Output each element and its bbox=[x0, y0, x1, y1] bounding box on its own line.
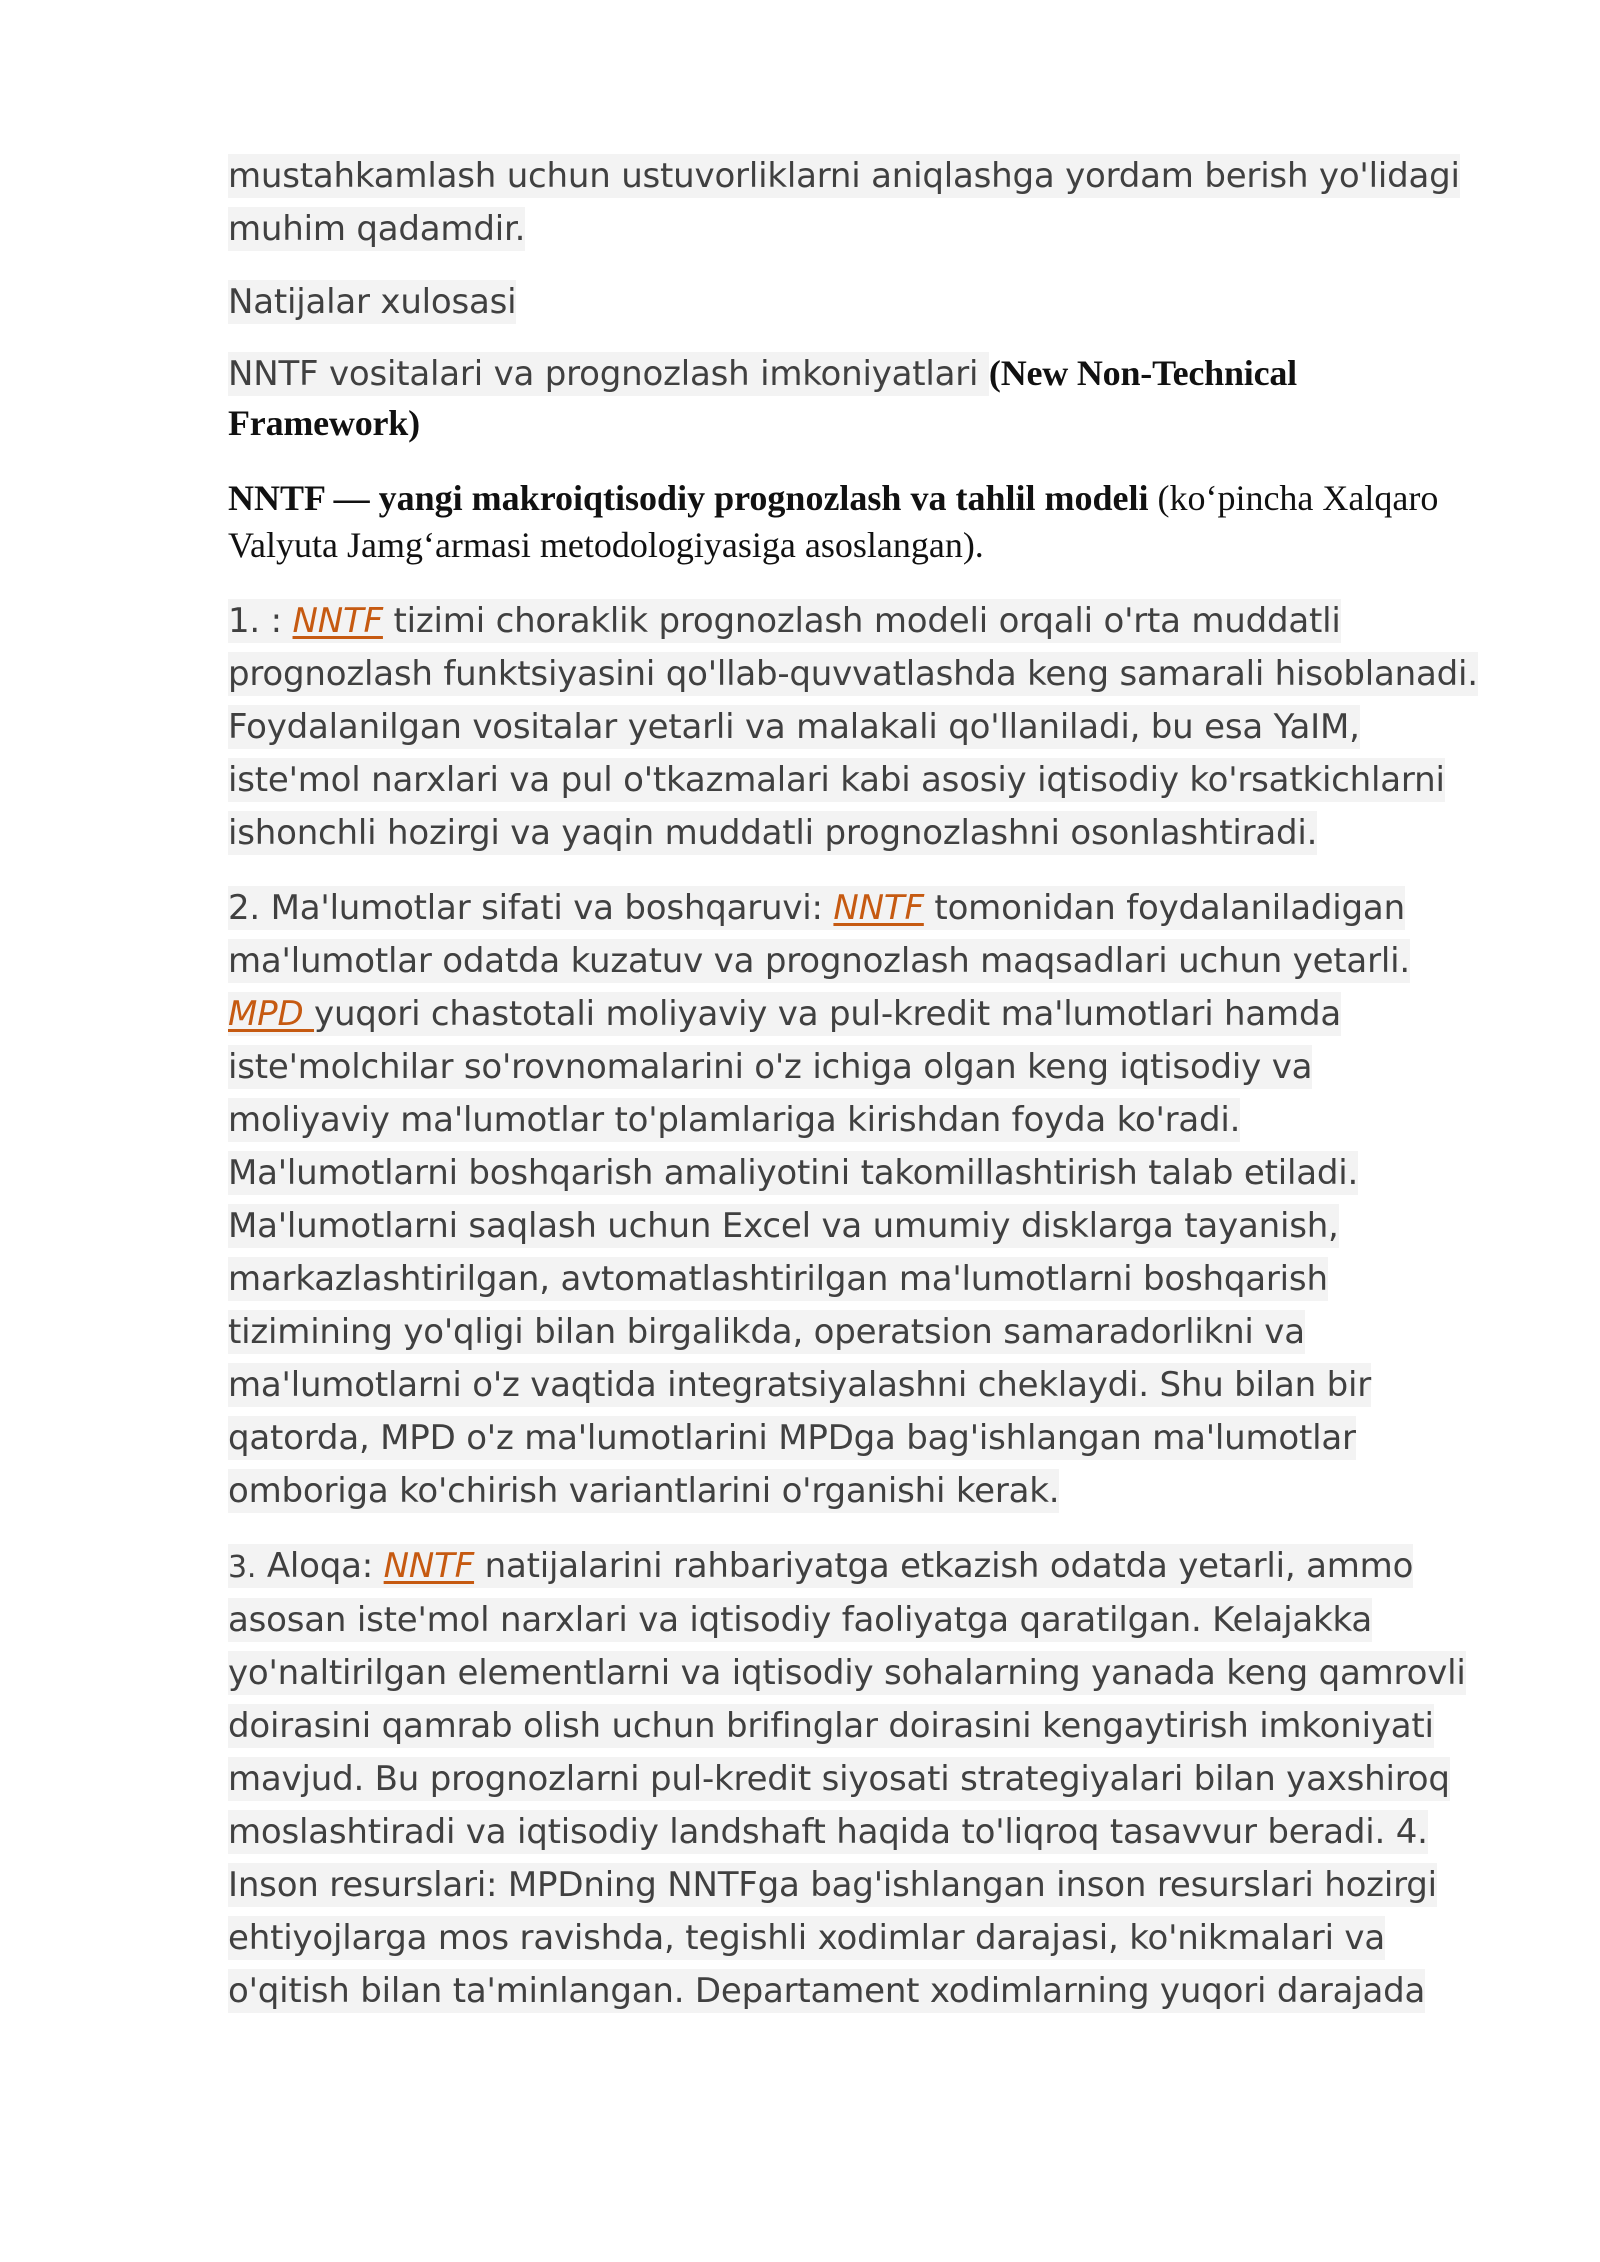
item2-text-b: yuqori chastotali moliyaviy va pul-kredit ma'lumotlari hamda iste'molchilar so'rovnomalarini o'z ichiga olgan keng iqtisodiy va moliyaviy ma'lumotlar to'plamlariga kirishdan foyda ko'radi. Ma'lumotlarni boshqarish amaliyotini takomillashtirish talab etiladi. Ma'lumotlarni saqlash uchun Excel va umumiy disklarga tayanish, markazlashtirilgan, avtomatlashtirilgan ma'lumotlarni boshqarish tizimining yo'qligi bilan birgalikda, operatsion samaradorlikni va ma'lumotlarni o'z vaqtida integratsiyalashni cheklaydi. Shu bilan bir qatorda, MPD o'z ma'lumotlarini MPDga bag'ishlangan ma'lumotlar omboriga ko'chirish variantlarini o'rganishi kerak. bbox=[228, 994, 1372, 1511]
item2-prefix: 2. Ma'lumotlar sifati va boshqaruvi: bbox=[228, 888, 834, 928]
nntf-link-2[interactable]: NNTF bbox=[833, 888, 924, 928]
intro-paragraph bbox=[228, 150, 1478, 256]
mpd-link[interactable]: MPD bbox=[228, 994, 315, 1034]
item2-text-a: tomonidan foydalaniladigan ma'lumotlar odatda kuzatuv va prognozlash maqsadlari uchun yetarli. bbox=[228, 888, 1410, 981]
item1-text: tizimi choraklik prognozlash modeli orqali o'rta muddatli prognozlash funktsiyasini qo'llab-quvvatlashda keng samarali hisoblanadi. Foydalanilgan vositalar yetarli va malakali qo'llaniladi, bu esa YaIM, iste'mol narxlari va pul o'tkazmalari kabi asosiy iqtisodiy ko'rsatkichlarni ishonchli hozirgi va yaqin muddatli prognozlashni osonlashtiradi. bbox=[228, 601, 1478, 853]
item3-number: 3. bbox=[228, 1550, 257, 1585]
nntf-definition-bold: NNTF — yangi makroiqtisodiy prognozlash va tahlil modeli bbox=[228, 478, 1149, 518]
tools-subheading bbox=[228, 349, 1478, 449]
results-heading-text: Natijalar xulosasi bbox=[228, 282, 517, 322]
intro-text: mustahkamlash uchun ustuvorliklarni aniqlashga yordam berish yo'lidagi muhim qadamdir. bbox=[228, 156, 1460, 249]
results-heading bbox=[228, 276, 1478, 329]
nntf-link-1[interactable]: NNTF bbox=[292, 601, 383, 641]
nntf-link-3[interactable]: NNTF bbox=[383, 1546, 475, 1586]
tools-subheading-bold: (New Non-Technical Framework) bbox=[228, 353, 1297, 443]
item3-text: natijalarini rahbariyatga etkazish odatda yetarli, ammo asosan iste'mol narxlari va iqtisodiy faoliyatga qaratilgan. Kelajakka yo'naltirilgan elementlarni va iqtisodiy sohalarning yanada keng qamrovli doirasini qamrab olish uchun brifinglar doirasini kengaytirish imkoniyati mavjud. Bu prognozlarni pul-kredit siyosati strategiyalari bilan yaxshiroq moslashtiradi va iqtisodiy landshaft haqida to'liqroq tasavvur beradi. 4. Inson resurslari: MPDning NNTFga bag'ishlangan inson resurslari hozirgi ehtiyojlarga mos ravishda, tegishli xodimlar darajasi, ko'nikmalari va o'qitish bilan ta'minlangan. Departament xodimlarning yuqori darajada bbox=[228, 1546, 1466, 2011]
list-item-2 bbox=[228, 882, 1478, 1518]
item3-prefix: Aloqa: bbox=[256, 1546, 384, 1586]
tools-subheading-text: NNTF vositalari va prognozlash imkoniyatlari bbox=[228, 354, 989, 394]
nntf-definition bbox=[228, 475, 1478, 569]
nntf-definition-rest: (ko‘pincha Xalqaro Valyuta Jamg‘armasi metodologiyasiga asoslangan). bbox=[228, 478, 1439, 565]
item1-prefix: 1. : bbox=[228, 601, 293, 641]
list-item-3 bbox=[228, 1540, 1478, 2018]
list-item-1 bbox=[228, 595, 1478, 860]
document-page bbox=[228, 150, 1478, 2018]
